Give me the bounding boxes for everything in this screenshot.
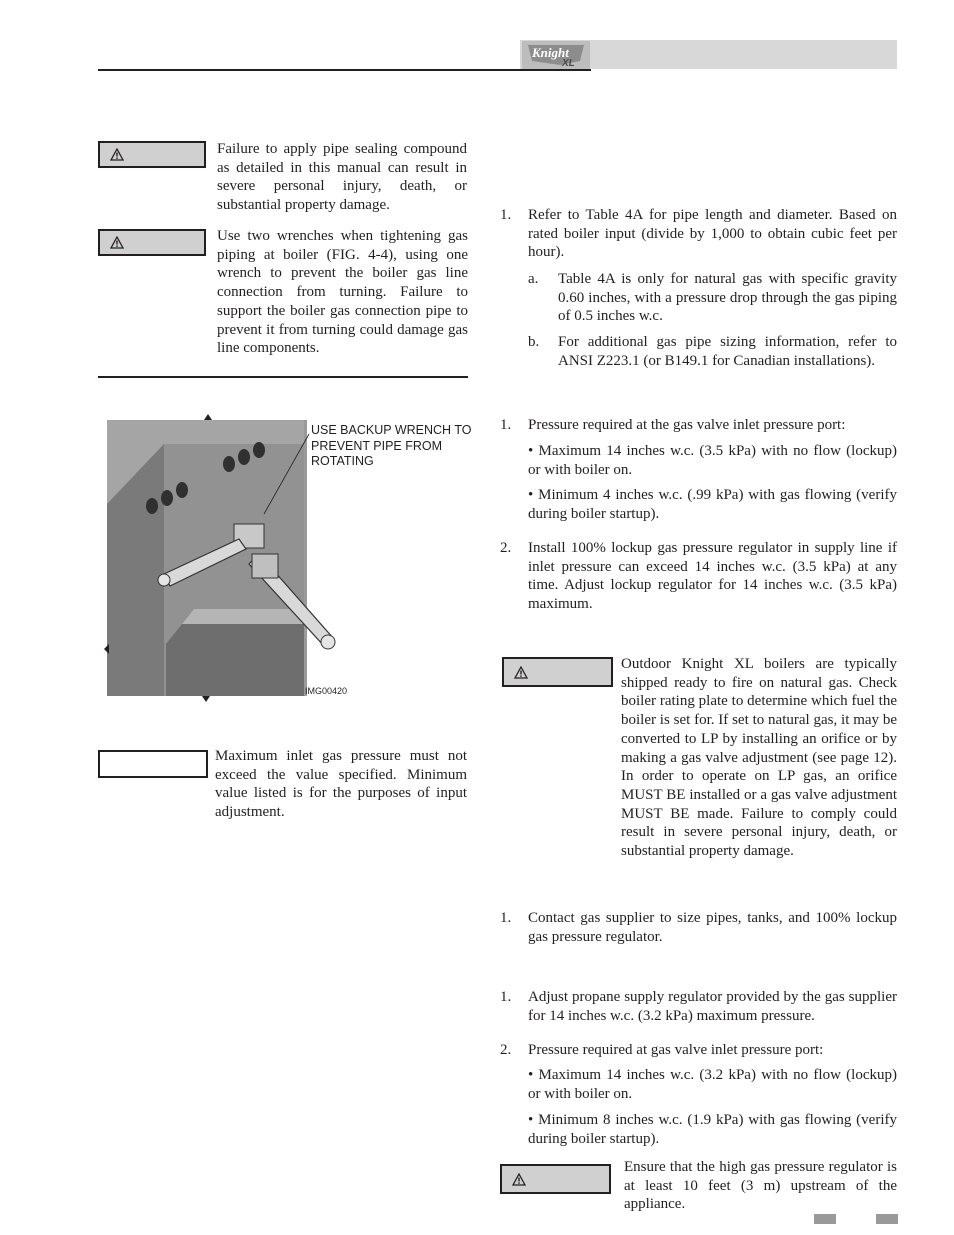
sublist-label: b.	[528, 334, 540, 350]
warning-text-regulator-distance: Ensure that the high gas pressure regulator is at least 10 feet (3 m) upstream of the appliance.	[624, 1159, 897, 1213]
footer-marker	[814, 1214, 836, 1224]
svg-text:XL: XL	[562, 58, 575, 69]
warning-triangle-icon	[110, 148, 124, 161]
notice-text-inlet-pressure: Maximum inlet gas pressure must not exceed the value specified. Minimum value listed is for the purposes of input adjustment.	[215, 748, 467, 821]
warning-label-box	[502, 657, 613, 687]
natural-gas-bullet-min: • Minimum 4 inches w.c. (.99 kPa) with gas flowing (verify during boiler startup).	[528, 487, 897, 522]
warning-text-sealing-compound: Failure to apply pipe sealing compound as detailed in this manual can result in severe personal injury, death, or substantial property damage.	[217, 141, 467, 214]
warning-label-box	[98, 229, 206, 256]
list-number: 1.	[500, 989, 512, 1005]
propane-sizing-item-1: Contact gas supplier to size pipes, tanks, and 100% lockup gas pressure regulator.	[528, 910, 897, 945]
propane-bullet-max: • Maximum 14 inches w.c. (3.2 kPa) with no flow (lockup) or with boiler on.	[528, 1067, 897, 1102]
warning-triangle-icon	[512, 1173, 526, 1186]
natural-gas-bullet-max: • Maximum 14 inches w.c. (3.5 kPa) with no flow (lockup) or with boiler on.	[528, 443, 897, 478]
sublist-label: a.	[528, 271, 539, 287]
propane-bullet-min: • Minimum 8 inches w.c. (1.9 kPa) with gas flowing (verify during boiler startup).	[528, 1112, 897, 1147]
brand-logo	[522, 41, 590, 69]
pipe-sizing-sub-b: For additional gas pipe sizing information, refer to ANSI Z223.1 (or B149.1 for Canadian installations).	[558, 334, 897, 369]
warning-label-box	[500, 1164, 611, 1194]
list-number: 1.	[500, 207, 512, 223]
pipe-sizing-item-1: Refer to Table 4A for pipe length and diameter. Based on rated boiler input (divide by 1,000 to obtain cubic feet per hour).	[528, 207, 897, 261]
figure-image-code: IMG00420	[305, 686, 348, 696]
section-rule	[98, 376, 468, 378]
svg-text:Knight: Knight	[532, 45, 569, 60]
footer-marker	[876, 1214, 898, 1224]
warning-text-fuel-conversion: Outdoor Knight XL boilers are typically shipped ready to fire on natural gas. Check boiler rating plate to determine which fuel the boiler is set for. If set to natural gas, it may be converted to LP by installing an orifice or by making a gas valve adjustment (see page 12). In order to operate on LP gas, an orifice MUST BE installed or a gas valve adjustment MUST BE made. Failure to comply could result in severe personal injury, death, or substantial property damage.	[621, 656, 897, 860]
pipe-sizing-sub-a: Table 4A is only for natural gas with specific gravity 0.60 inches, with a pressure drop through the gas piping of 0.5 inches w.c.	[558, 271, 897, 325]
warning-text-two-wrenches: Use two wrenches when tightening gas piping at boiler (FIG. 4-4), using one wrench to prevent the boiler gas line connection from turning. Failure to support the boiler gas connection pipe to prevent it from turning could damage gas line components.	[217, 228, 468, 357]
natural-gas-item-2: Install 100% lockup gas pressure regulator in supply line if inlet pressure can exceed 14 inches w.c. (3.5 kPa) at any time. Adjust lockup regulator for 14 inches w.c. (3.5 kPa) maximum.	[528, 540, 897, 613]
notice-label-box	[98, 750, 208, 778]
propane-pressure-item-2: Pressure required at gas valve inlet pressure port:	[528, 1042, 824, 1058]
list-number: 1.	[500, 910, 512, 926]
warning-triangle-icon	[110, 236, 124, 249]
natural-gas-item-1: Pressure required at the gas valve inlet pressure port:	[528, 417, 846, 433]
list-number: 2.	[500, 1042, 512, 1058]
header-rule	[98, 69, 591, 71]
list-number: 2.	[500, 540, 512, 556]
list-number: 1.	[500, 417, 512, 433]
propane-pressure-item-1: Adjust propane supply regulator provided by the gas supplier for 14 inches w.c. (3.2 kPa) maximum pressure.	[528, 989, 897, 1024]
warning-label-box	[98, 141, 206, 168]
figure-callout: USE BACKUP WRENCH TO PREVENT PIPE FROM ROTATING	[311, 423, 472, 468]
warning-triangle-icon	[514, 666, 528, 679]
